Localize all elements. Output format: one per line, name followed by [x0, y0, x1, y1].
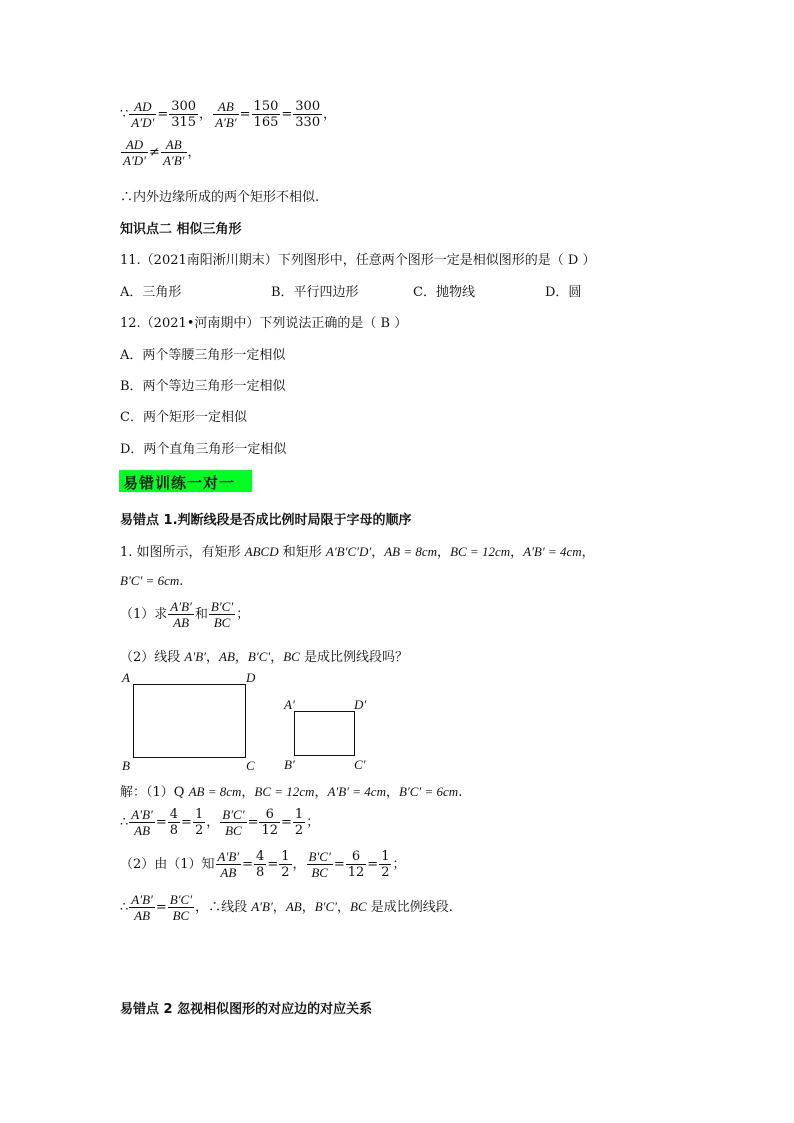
question-11-stem: 11.（2021南阳淅川期末）下列图形中，任意两个图形一定是相似图形的是（ D ）	[120, 253, 596, 268]
question-11-option-d: D．圆	[545, 285, 582, 300]
rectangle-a1b1c1d1	[294, 711, 355, 756]
rectangle-abcd	[133, 684, 246, 758]
top-formula-line-2: $\frac{AD}{A'D'}$ ≠ $\frac{AB}{A'B'}$ ，	[123, 137, 201, 168]
solution-line-3: （2）由（1）知 $\frac{A'B'}{AB}$ = $\frac{4}{8}$ = $\frac{1}{2}$ ， $\frac{B'C'}{BC}$ = $\frac{6}{12}$ = $\frac{1}{2}$ ；	[120, 849, 406, 880]
solution-line-2: ∴ $\frac{A'B'}{AB}$ = $\frac{4}{8}$ = $\frac{1}{2}$ ， $\frac{B'C'}{BC}$ = $\frac{6}{12}$ = $\frac{1}{2}$ ；	[120, 807, 320, 838]
error-training-banner	[119, 470, 252, 492]
problem-1-line-1: 1. 如图所示，有矩形 ABCD 和矩形 A′B′C′D′，AB = 8cm，BC = 12cm，A′B′ = 4cm，	[120, 544, 595, 560]
label-d: D	[246, 670, 256, 685]
fraction-300-over-315: $\frac{300}{315}$	[171, 99, 197, 130]
question-12-option-d: D．两个直角三角形一定相似	[120, 442, 287, 457]
because-symbol: ∵	[120, 107, 129, 122]
label-a-prime: A′	[284, 697, 295, 712]
fraction-300-over-330: $\frac{300}{330}$	[295, 99, 321, 130]
banner-text: 易错训练一对一	[123, 474, 236, 492]
solution-line-4: ∴ $\frac{A'B'}{AB}$ = $\frac{B'C'}{BC}$ ，∴线段 A′B′，AB，B′C′，BC 是成比例线段.	[120, 892, 453, 923]
error-point-1-title: 易错点 1.判断线段是否成比例时局限于字母的顺序	[120, 513, 412, 528]
fraction-a1b1-over-ab: $\frac{A'B'}{AB}$	[170, 599, 192, 630]
label-b: B	[122, 758, 130, 773]
fraction-ab-over-a1b1-2: $\frac{AB}{A'B'}$	[162, 137, 185, 168]
solution-line-1: 解：（1）Q AB = 8cm，BC = 12cm，A′B′ = 4cm，B′C′ = 6cm.	[120, 784, 463, 800]
fraction-ab-over-a1b1: $\frac{AB}{A'B'}$	[215, 99, 237, 130]
label-b-prime: B′	[284, 757, 295, 772]
section-title-knowledge-2: 知识点二 相似三角形	[120, 222, 242, 237]
error-point-2-title: 易错点 2 忽视相似图形的对应边的对应关系	[120, 1002, 373, 1017]
question-12-option-a: A．两个等腰三角形一定相似	[120, 348, 286, 363]
question-12-option-b: B．两个等边三角形一定相似	[120, 379, 286, 394]
label-a: A	[122, 670, 130, 685]
top-formula-line-1: ∵ $\frac{AD}{A'D'}$ = $\frac{300}{315}$ ， $\frac{AB}{A'B'}$ = $\frac{150}{165}$ = $\frac{300}{330}$ ，	[120, 99, 337, 130]
question-11-option-a: A．三角形	[120, 285, 182, 300]
question-12-option-c: C．两个矩形一定相似	[120, 410, 247, 425]
problem-1-line-2: B′C′ = 6cm.	[120, 573, 184, 589]
fraction-ad-over-a1d1-2: $\frac{AD}{A'D'}$	[123, 137, 147, 168]
fraction-ad-over-a1d1: $\frac{AD}{A'D'}$	[131, 99, 155, 130]
question-12-stem: 12.（2021•河南期中）下列说法正确的是（ B ）	[120, 316, 408, 331]
problem-1-part-1: （1）求 $\frac{A'B'}{AB}$ 和 $\frac{B'C'}{BC}$ ；	[120, 599, 250, 630]
problem-1-part-2: （2）线段 A′B′，AB，B′C′，BC 是成比例线段吗？	[120, 649, 408, 665]
fraction-b1c1-over-bc: $\frac{B'C'}{BC}$	[210, 599, 234, 630]
label-c: C	[246, 758, 255, 773]
conclusion-text: ∴内外边缘所成的两个矩形不相似.	[120, 190, 320, 205]
question-11-option-b: B．平行四边形	[271, 285, 359, 300]
label-c-prime: C′	[354, 757, 366, 772]
label-d-prime: D′	[354, 697, 367, 712]
fraction-150-over-165: $\frac{150}{165}$	[253, 99, 279, 130]
question-11-option-c: C．抛物线	[413, 285, 475, 300]
